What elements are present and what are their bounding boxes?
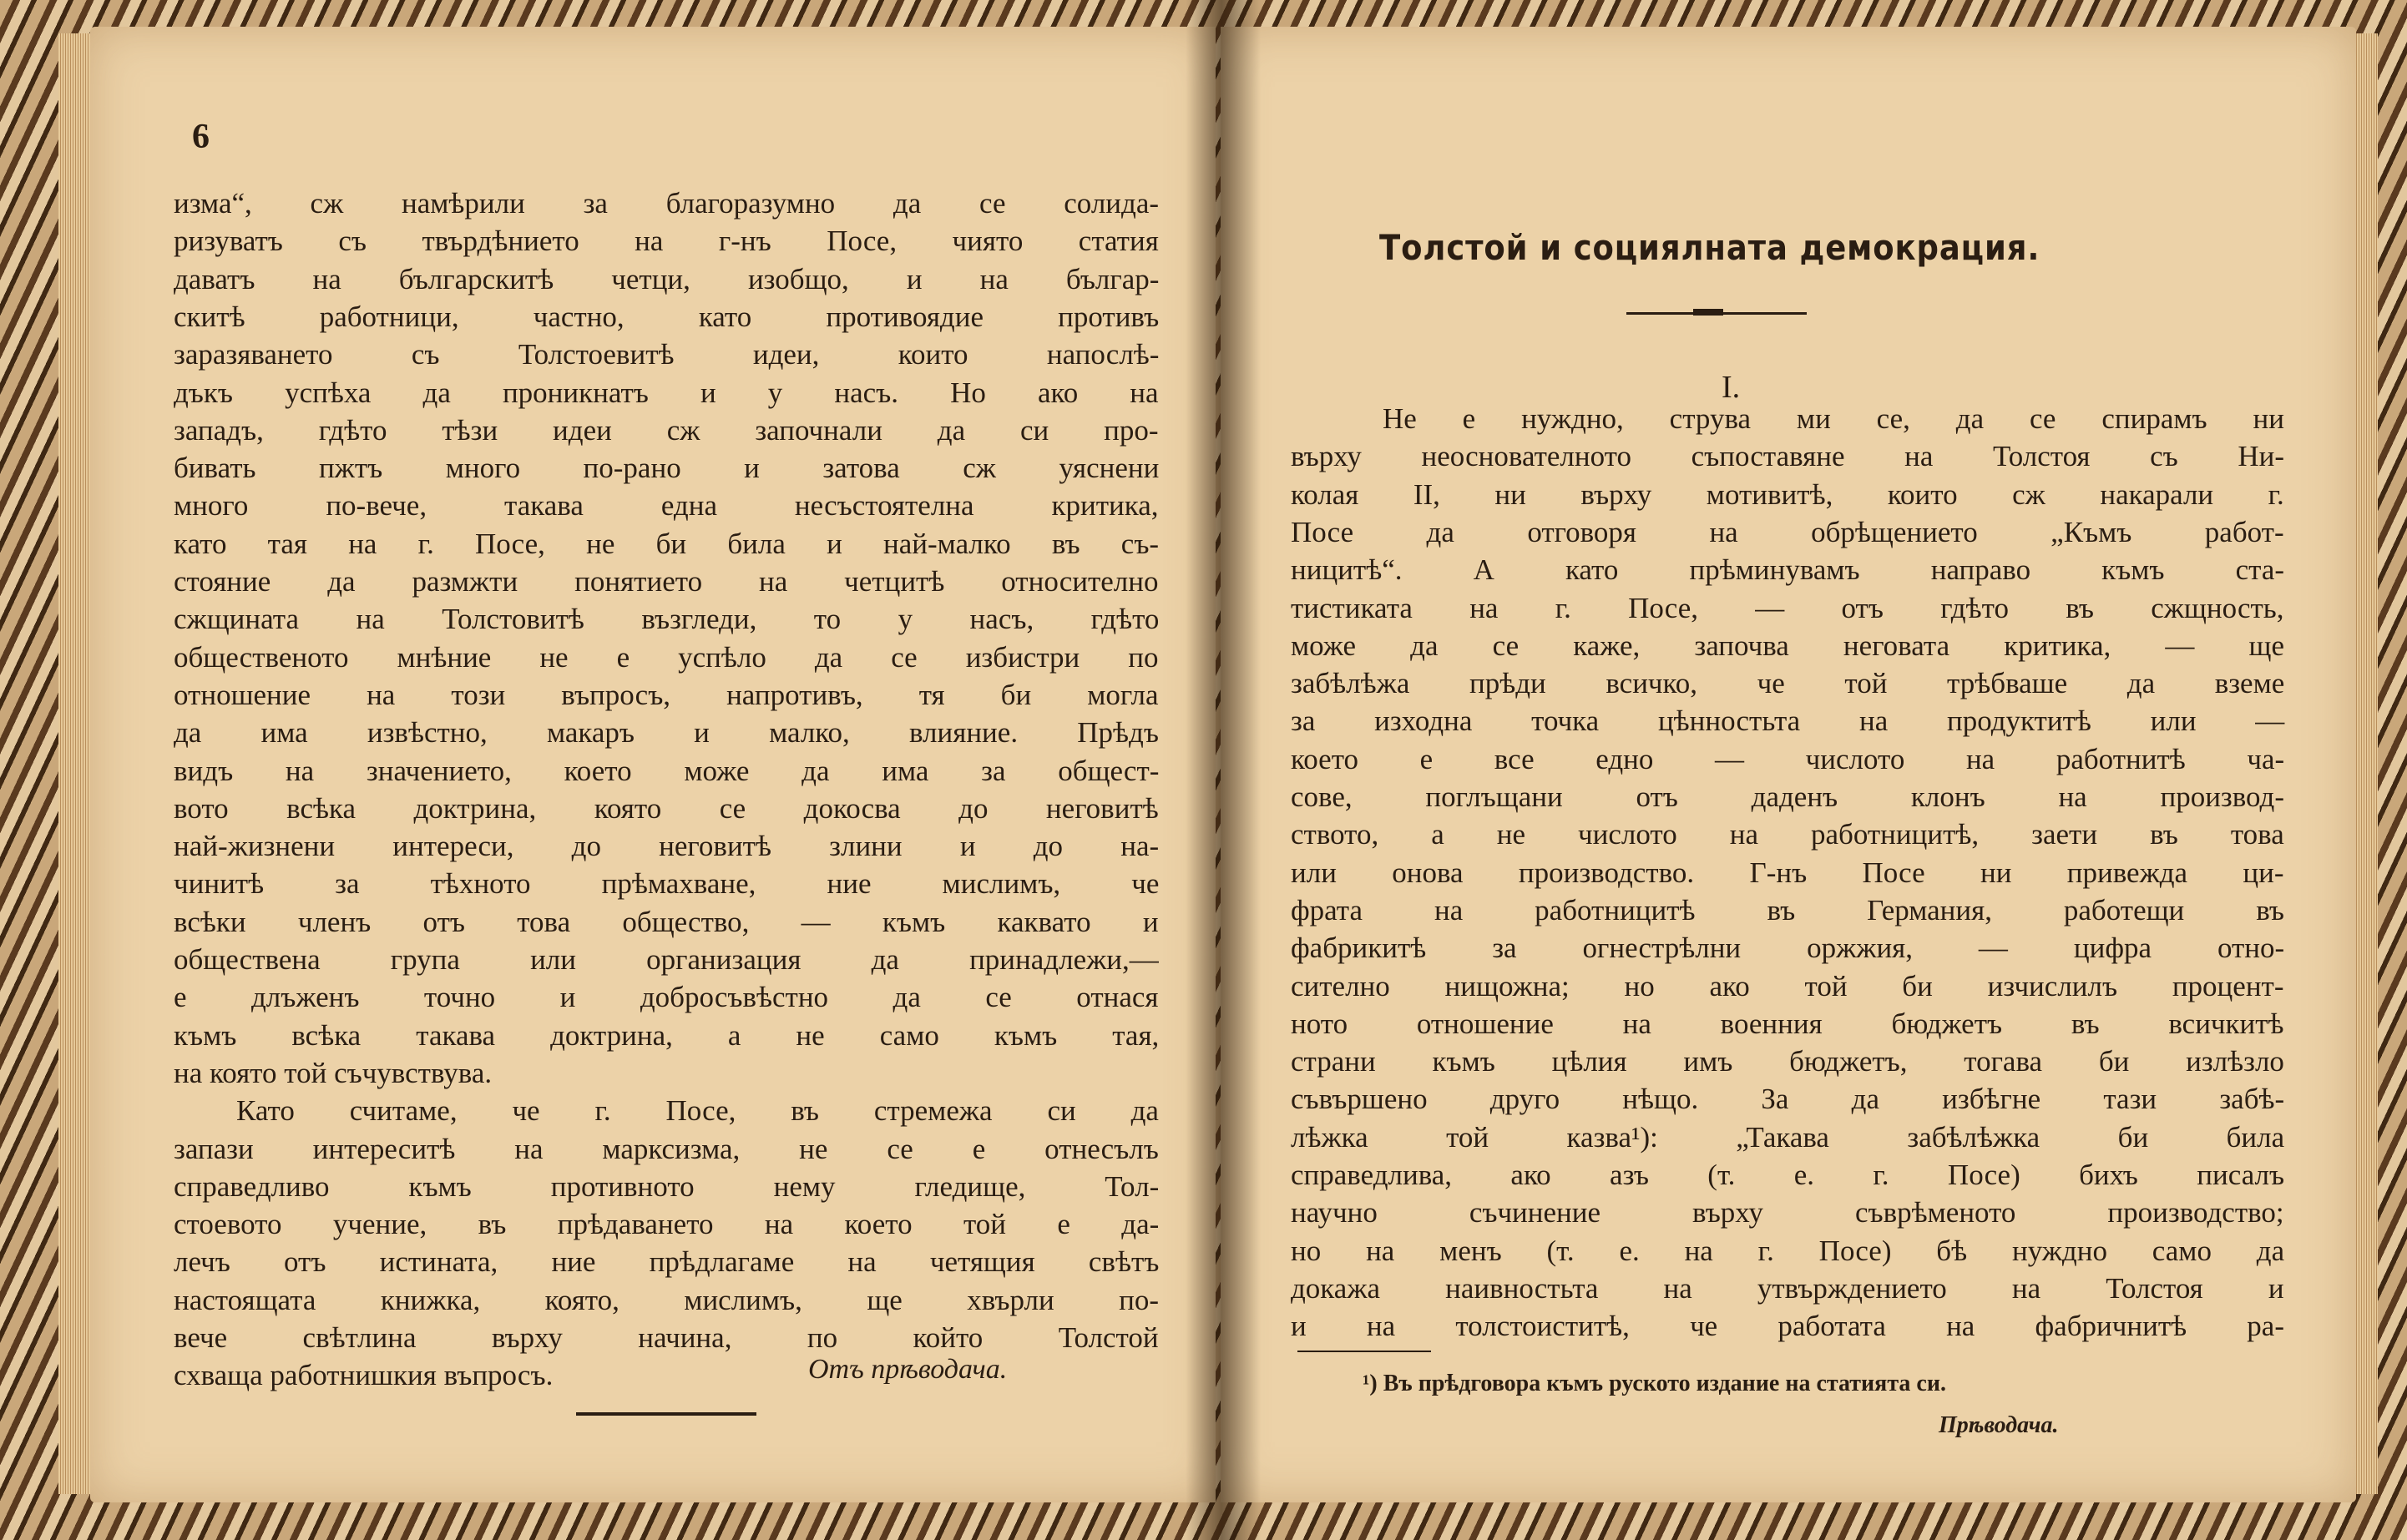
- text-line: върху неоснователното съпоставяне на Толстоя съ Ни-: [1291, 440, 2284, 473]
- footnote-rule: [1297, 1351, 1431, 1352]
- left-page: [90, 27, 1216, 1502]
- text-line: или онова производство. Г-нъ Посе ни привежда ци-: [1291, 856, 2284, 889]
- text-line: съвършено друго нѣщо. За да избѣгне тази забѣ-: [1291, 1083, 2285, 1116]
- text-line: като тая на г. Посе, не би била и най-малко въ съ-: [174, 527, 1160, 560]
- text-line: и на толстоиститѣ, че работата на фабричнитѣ ра-: [1291, 1310, 2284, 1343]
- footnote: ¹) Въ прѣдговора къмъ руското издание на статията си.: [1363, 1371, 1946, 1396]
- text-line: фрата на работницитѣ въ Германия, работещи въ: [1291, 893, 2284, 927]
- text-line: справедливо къмъ противното нему гледище, Тол-: [174, 1169, 1160, 1203]
- text-line: бивать пжтъ много по-рано и затова сж уяснени: [174, 452, 1160, 485]
- text-line: запази интереситѣ на марксизма, не се е отнесълъ: [174, 1132, 1159, 1165]
- text-line: Не е нуждно, струва ми се, да се спирамъ ни: [1383, 402, 2284, 435]
- text-line: много по-вече, такава една несъстоятелна критика,: [174, 489, 1159, 523]
- text-line: ството, а не числото на работницитѣ, заети въ това: [1291, 818, 2284, 851]
- text-line: настоящата книжка, която, мислимъ, ще хвърли по-: [174, 1283, 1160, 1316]
- text-line: сове, поглъщани отъ даденъ клонъ на производ-: [1291, 780, 2284, 813]
- text-line: най-жизнени интереси, до неговитѣ злини и до на-: [174, 830, 1160, 863]
- title-rule-ornament: [1693, 309, 1723, 316]
- text-line: западъ, гдѣто тѣзи идеи сж започнали да си про-: [174, 413, 1159, 447]
- section-number: I.: [1722, 370, 1741, 405]
- text-line: да има извѣстно, макаръ и малко, влияние. Прѣдъ: [174, 716, 1159, 750]
- text-line: Като считаме, че г. Посе, въ стремежа си да: [236, 1094, 1159, 1128]
- text-line: е длъженъ точно и добросъвѣстно да се отнася: [174, 981, 1159, 1014]
- chapter-title: Толстой и социялната демокрация.: [1379, 227, 2040, 268]
- text-line: отношение на този въпросъ, напротивъ, тя би могла: [174, 678, 1159, 711]
- text-line: колая II, ни върху мотивитѣ, които сж накарали г.: [1291, 477, 2284, 511]
- text-line: забѣлѣжа прѣди всичко, че той трѣбваше да вземе: [1291, 667, 2285, 700]
- text-line: ницитѣ“. А като прѣминувамъ направо къмъ ста-: [1291, 553, 2285, 587]
- text-line: чинитѣ за тѣхното прѣмахване, ние мислимъ, че: [174, 867, 1160, 901]
- text-line: къмъ всѣка такава доктрина, а не само къмъ тая,: [174, 1018, 1160, 1052]
- text-line: даватъ на българскитѣ четци, изобщо, и на българ-: [174, 262, 1160, 295]
- text-line: схваща работнишкия въпросъ.: [174, 1359, 554, 1392]
- text-line: страни къмъ цѣлия имъ бюджетъ, тогава би излѣзло: [1291, 1045, 2284, 1078]
- text-line: лечъ отъ истината, ние прѣдлагаме на четящия свѣтъ: [174, 1245, 1160, 1279]
- text-line: всѣки членъ отъ това общество, — къмъ каквато и: [174, 905, 1159, 938]
- page-edges-left: [58, 33, 92, 1494]
- text-line: може да се каже, започва неговата критика, — ще: [1291, 629, 2285, 662]
- text-line: дъкъ успѣха да проникнатъ и у насъ. Но ако на: [174, 376, 1159, 409]
- text-line: видъ на значението, което може да има за общест-: [174, 754, 1160, 787]
- text-line: вече свѣтлина върху начина, по който Толстой: [174, 1321, 1159, 1354]
- text-line: заразяването съ Толстоевитѣ идеи, които напослѣ-: [174, 338, 1160, 371]
- text-line: но на менъ (т. е. на г. Посе) бѣ нуждно само да: [1291, 1234, 2285, 1267]
- text-line: стояние да размжти понятието на четцитѣ относително: [174, 565, 1159, 598]
- text-line: изма“, сж намѣрили за благоразумно да се солида-: [174, 187, 1160, 220]
- text-line: докажа наивностьта на утвърждението на Толстоя и: [1291, 1271, 2284, 1305]
- text-line: ризуватъ съ твърдѣнието на г-нъ Посе, чиято статия: [174, 225, 1159, 258]
- text-line: лѣжка той казва¹): „Такава забѣлѣжка би била: [1291, 1120, 2285, 1154]
- text-line: сжщината на Толстовитѣ възгледи, то у насъ, гдѣто: [174, 603, 1160, 636]
- text-line: вото всѣка доктрина, която се докосва до неговитѣ: [174, 791, 1159, 825]
- page-number: 6: [192, 118, 210, 156]
- text-line: сително нищожна; но ако той би изчислилъ процент-: [1291, 969, 2284, 1002]
- text-line: фабрикитѣ за огнестрѣлни оржжия, — цифра отно-: [1291, 932, 2285, 965]
- end-rule: [576, 1412, 756, 1416]
- text-line: тистиката на г. Посе, — отъ гдѣто въ сжщность,: [1291, 591, 2284, 624]
- right-page: [1221, 27, 2356, 1502]
- text-line: Посе да отговоря на обрѣщението „Къмъ работ-: [1291, 515, 2284, 548]
- text-line: ното отношение на военния бюджетъ въ всичкитѣ: [1291, 1007, 2284, 1040]
- text-line: научно съчинение върху съврѣменото производство;: [1291, 1196, 2284, 1229]
- footnote-signature: Прѣводача.: [1939, 1412, 2059, 1438]
- text-line: за изходна точка цѣнностьта на продуктитѣ или —: [1291, 704, 2285, 738]
- text-line: обществена група или организация да принадлежи,—: [174, 943, 1159, 976]
- text-line: справедлива, ако азъ (т. е. г. Посе) бихъ писалъ: [1291, 1159, 2285, 1191]
- text-line: общественото мнѣние не е успѣло да се избистри по: [174, 640, 1159, 674]
- text-line: скитѣ работници, частно, като противоядие противъ: [174, 300, 1160, 333]
- text-line: стоевото учение, въ прѣдаването на което той е да-: [174, 1208, 1160, 1241]
- text-line: на която той съчувствува.: [174, 1056, 493, 1089]
- page-edges-right: [2354, 33, 2378, 1494]
- text-line: което е все едно — числото на работнитѣ ча-: [1291, 742, 2285, 775]
- translator-signature: Отъ прѣводача.: [808, 1354, 1008, 1385]
